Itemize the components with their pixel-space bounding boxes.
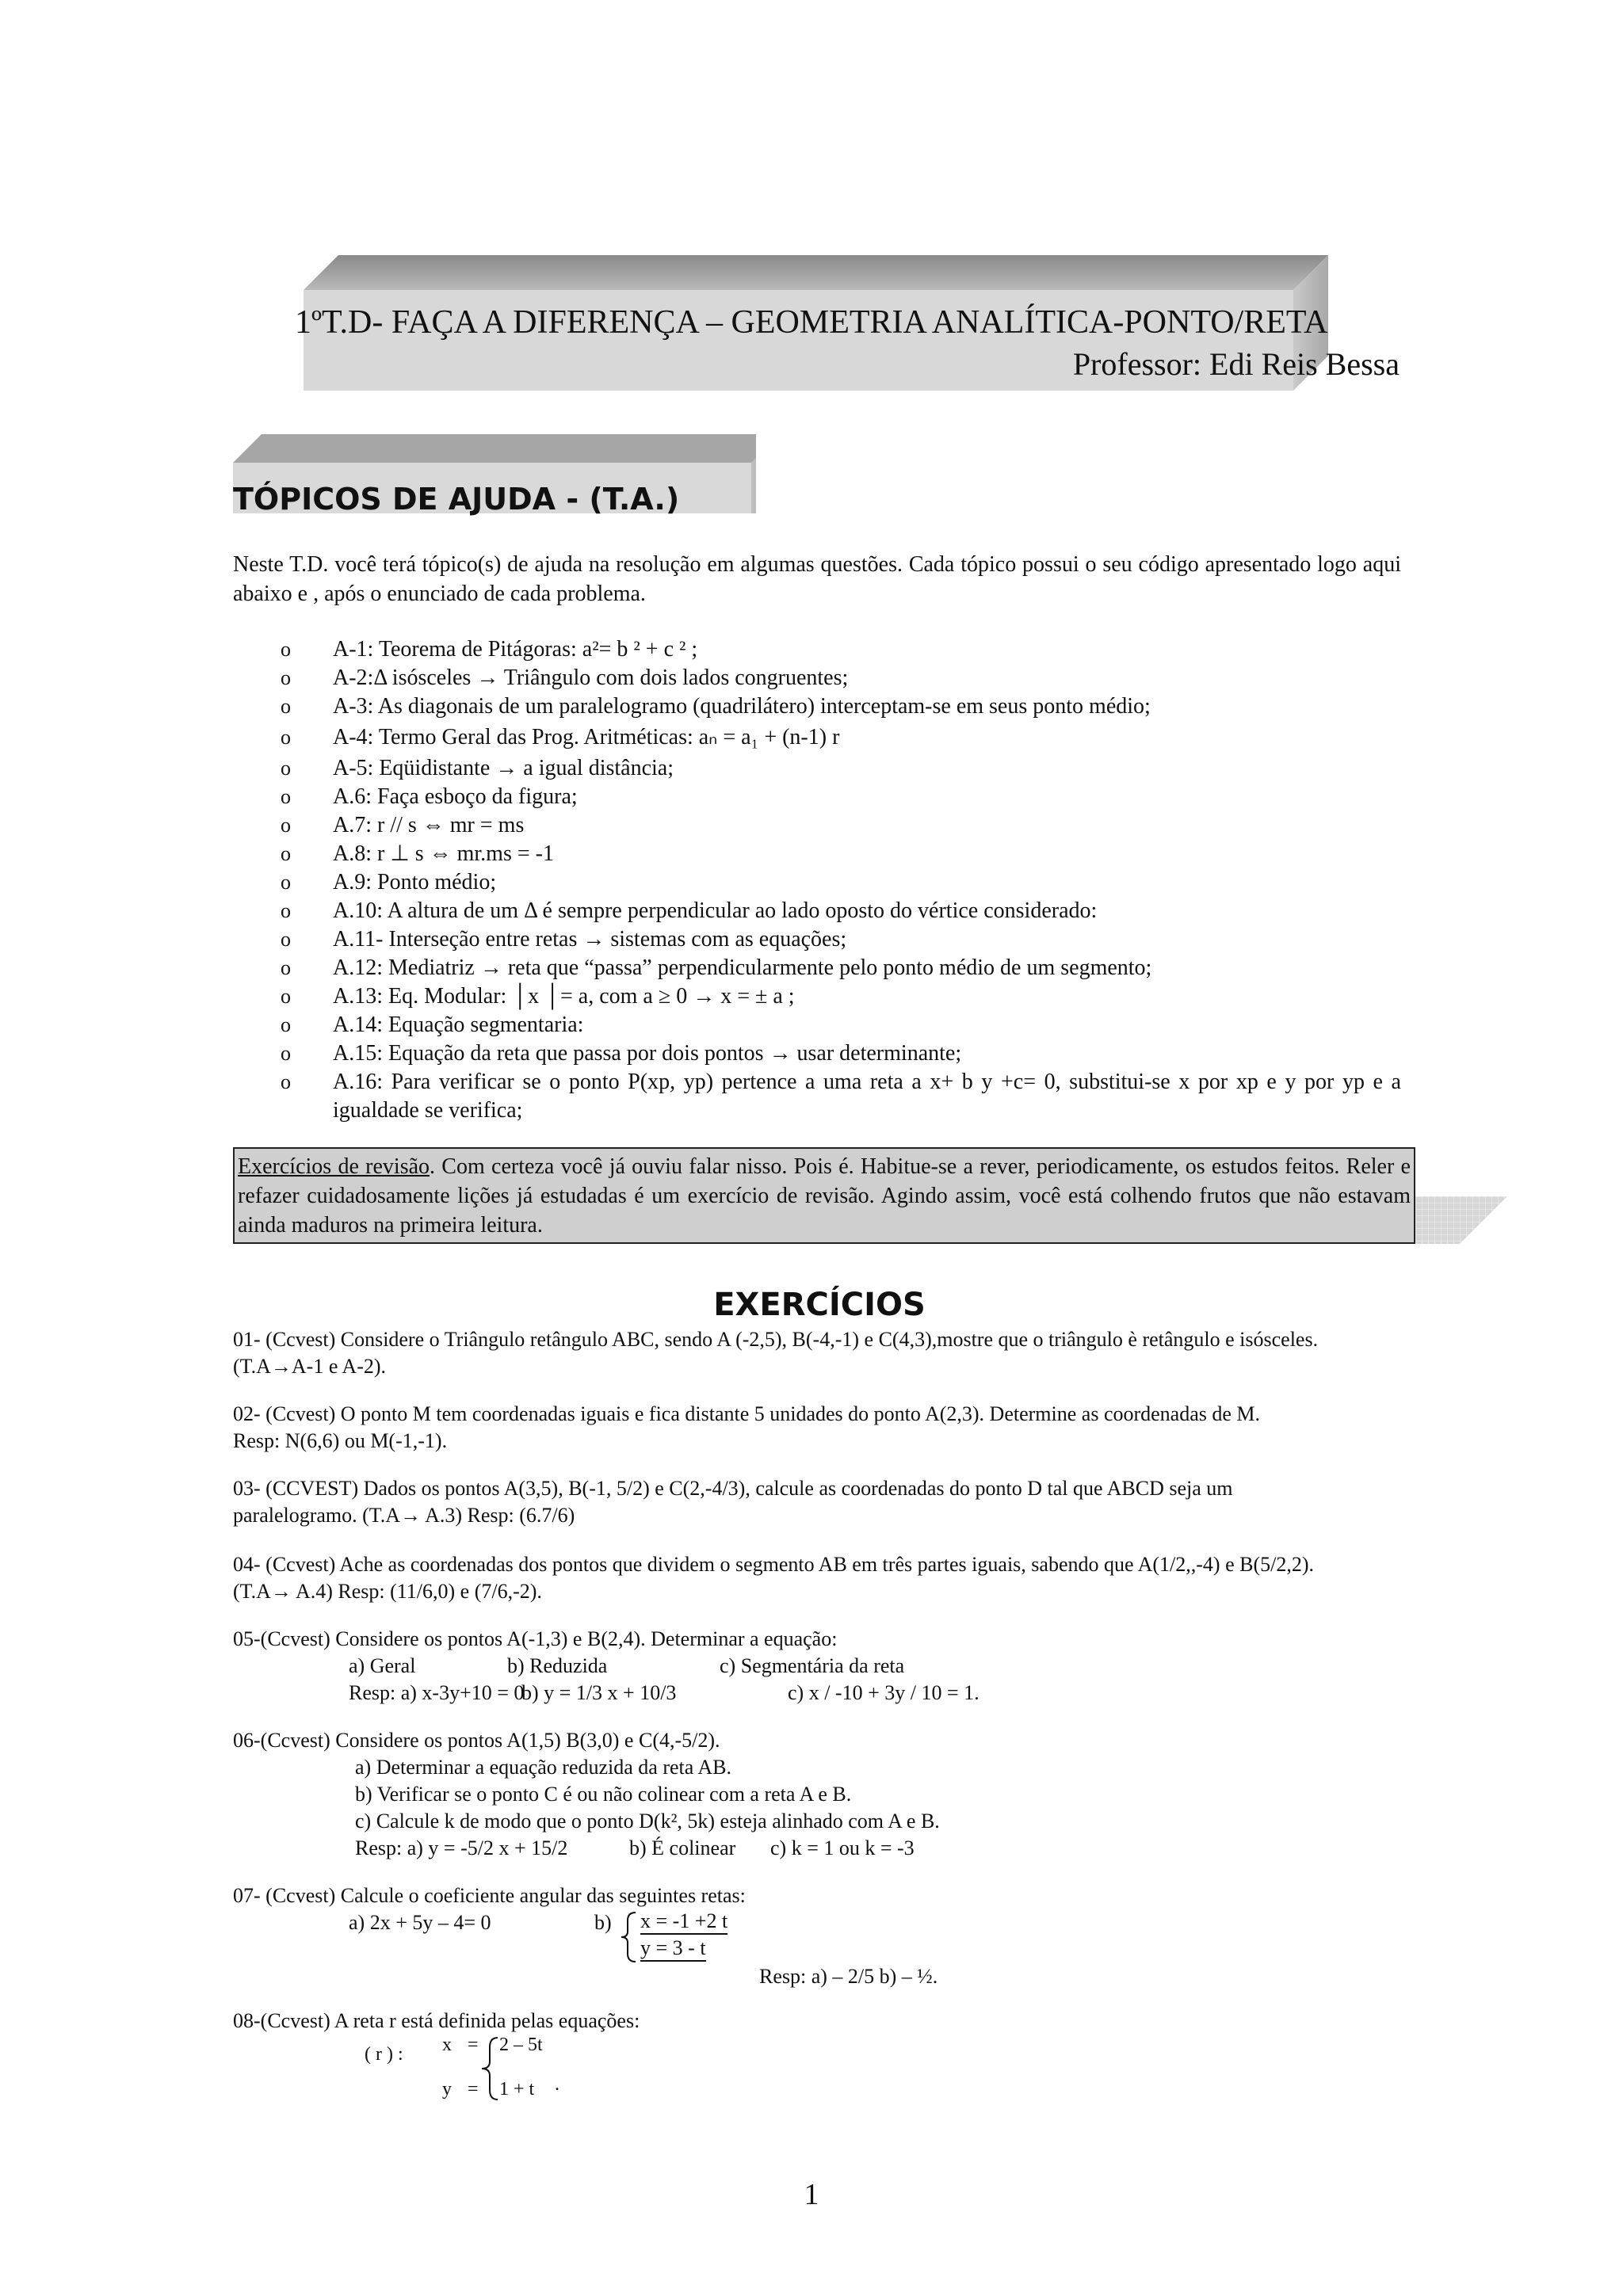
exercise-07: 07- (Ccvest) Calcule o coeficiente angular das seguintes retas: a) 2x + 5y – 4= 0 b) x = -1 +2 t y = 3 - t Resp: a) – 2/5 b) – ½. (233, 1884, 938, 1988)
left-brace-icon (480, 2036, 499, 2101)
list-item: o A.7: r // s ⇔ mr = ms (281, 813, 525, 837)
exercise-05: 05-(Ccvest) Considere os pontos A(-1,3) e B(2,4). Determinar a equação: a) Geral b) Reduzida c) Segmentária da reta Resp: a) x-3y+10 = 0 b) y = 1/3 x + 10/3 c) x / -10 + 3y / 10 = 1. (233, 1627, 980, 1704)
list-item: o A.10: A altura de um Δ é sempre perpendicular ao lado oposto do vértice considerado: (281, 898, 1098, 923)
list-item: o A-1: Teorema de Pitágoras: a²= b ² + c ² ; (281, 637, 698, 662)
list-item: o A-3: As diagonais de um paralelogramo (quadrilátero) interceptam-se em seus ponto médio; (281, 694, 1151, 719)
list-item: o A.15: Equação da reta que passa por dois pontos → usar determinante; (281, 1041, 962, 1066)
list-item: o A.14: Equação segmentaria: (281, 1013, 584, 1037)
document-title: 1ºT.D- FAÇA A DIFERENÇA – GEOMETRIA ANALÍTICA-PONTO/RETA (295, 304, 1328, 341)
exercise-04: 04- (Ccvest) Ache as coordenadas dos pontos que dividem o segmento AB em três partes iguais, sabendo que A(1/2,,-4) e B(5/2,2). (T.A→ A.4) Resp: (11/6,0) e (7/6,-2). (233, 1553, 1314, 1603)
exercises-heading: EXERCÍCIOS (713, 1287, 926, 1323)
professor-name: Professor: Edi Reis Bessa (1072, 346, 1400, 382)
review-box-shadow (1415, 1196, 1507, 1244)
exercise-02: 02- (Ccvest) O ponto M tem coordenadas iguais e fica distante 5 unidades do ponto A(2,3). Determine as coordenadas de M. Resp: N(6,6) ou M(-1,-1). (233, 1402, 1261, 1452)
exercise-01: 01- (Ccvest) Considere o Triângulo retângulo ABC, sendo A (-2,5), B(-4,-1) e C(4,3),mostre que o triângulo è retângulo e isósceles. (T.A→A-1 e A-2). (233, 1328, 1319, 1378)
topics-intro: Neste T.D. você terá tópico(s) de ajuda na resolução em algumas questões. Cada tópico possui o seu código apresentado logo aqui abaixo e , após o enunciado de cada problema. (233, 552, 1401, 606)
list-item: o A-5: Eqüidistante → a igual distância; (281, 756, 674, 780)
list-item: o A.16: Para verificar se o ponto P(xp, yp) pertence a uma reta a x+ b y +c= 0, substitui-se x por xp e y por yp e a igualdade se verifica; (281, 1070, 1401, 1123)
list-item: o A.6: Faça esboço da figura; (281, 784, 578, 809)
list-item: o A.13: Eq. Modular: │x │= a, com a ≥ 0 → x = ± a ; (281, 984, 795, 1009)
exercise-06: 06-(Ccvest) Considere os pontos A(1,5) B(3,0) e C(4,-5/2). a) Determinar a equação reduzida da reta AB. b) Verificar se o ponto C é ou não colinear com a reta A e B. c) Calcule k de modo que o ponto D(k², 5k) esteja alinhado com A e B. Resp: a) y = -5/2 x + 15/2 b) É colinear c) k = 1 ou k = -3 (233, 1729, 940, 1859)
list-item: o A-4: Termo Geral das Prog. Aritméticas: aₙ = a₁ + (n-1) r (281, 725, 840, 749)
list-item: o A-2:Δ isósceles → Triângulo com dois lados congruentes; (281, 666, 849, 690)
review-note-title: Exercícios de revisão (238, 1154, 430, 1179)
exercise-08: 08-(Ccvest) A reta r está definida pelas equações: ( r ) : x = 2 – 5t y = 1 + t . (233, 2009, 640, 2100)
list-item: o A.9: Ponto médio; (281, 870, 497, 894)
page-number: 1 (804, 2178, 819, 2211)
exercise-03: 03- (CCVEST) Dados os pontos A(3,5), B(-1, 5/2) e C(2,-4/3), calcule as coordenadas do ponto D tal que ABCD seja um paralelogramo. (T.A→ A.3) Resp: (6.7/6) (233, 1477, 1233, 1527)
list-item: o A.8: r ⊥ s ⇔ mr.ms = -1 (281, 841, 554, 866)
list-item: o A.12: Mediatriz → reta que “passa” perpendicularmente pelo ponto médio de um segmento; (281, 955, 1152, 980)
review-note-text: . Com certeza você já ouviu falar nisso. Pois é. Habitue-se a rever, periodicamente, os estudos feitos. Reler e refazer cuidadosamente lições já estudadas é um exercício de revisão. Agindo assim, você está colhendo frutos que não estavam ainda maduros na primeira leitura. (238, 1154, 1411, 1238)
topics-heading: TÓPICOS DE AJUDA - (T.A.) (233, 482, 680, 517)
topics-list (233, 635, 1401, 1125)
review-note (233, 1147, 1415, 1244)
list-item: o A.11- Interseção entre retas → sistemas com as equações; (281, 927, 847, 952)
left-brace-icon (620, 1911, 637, 1963)
